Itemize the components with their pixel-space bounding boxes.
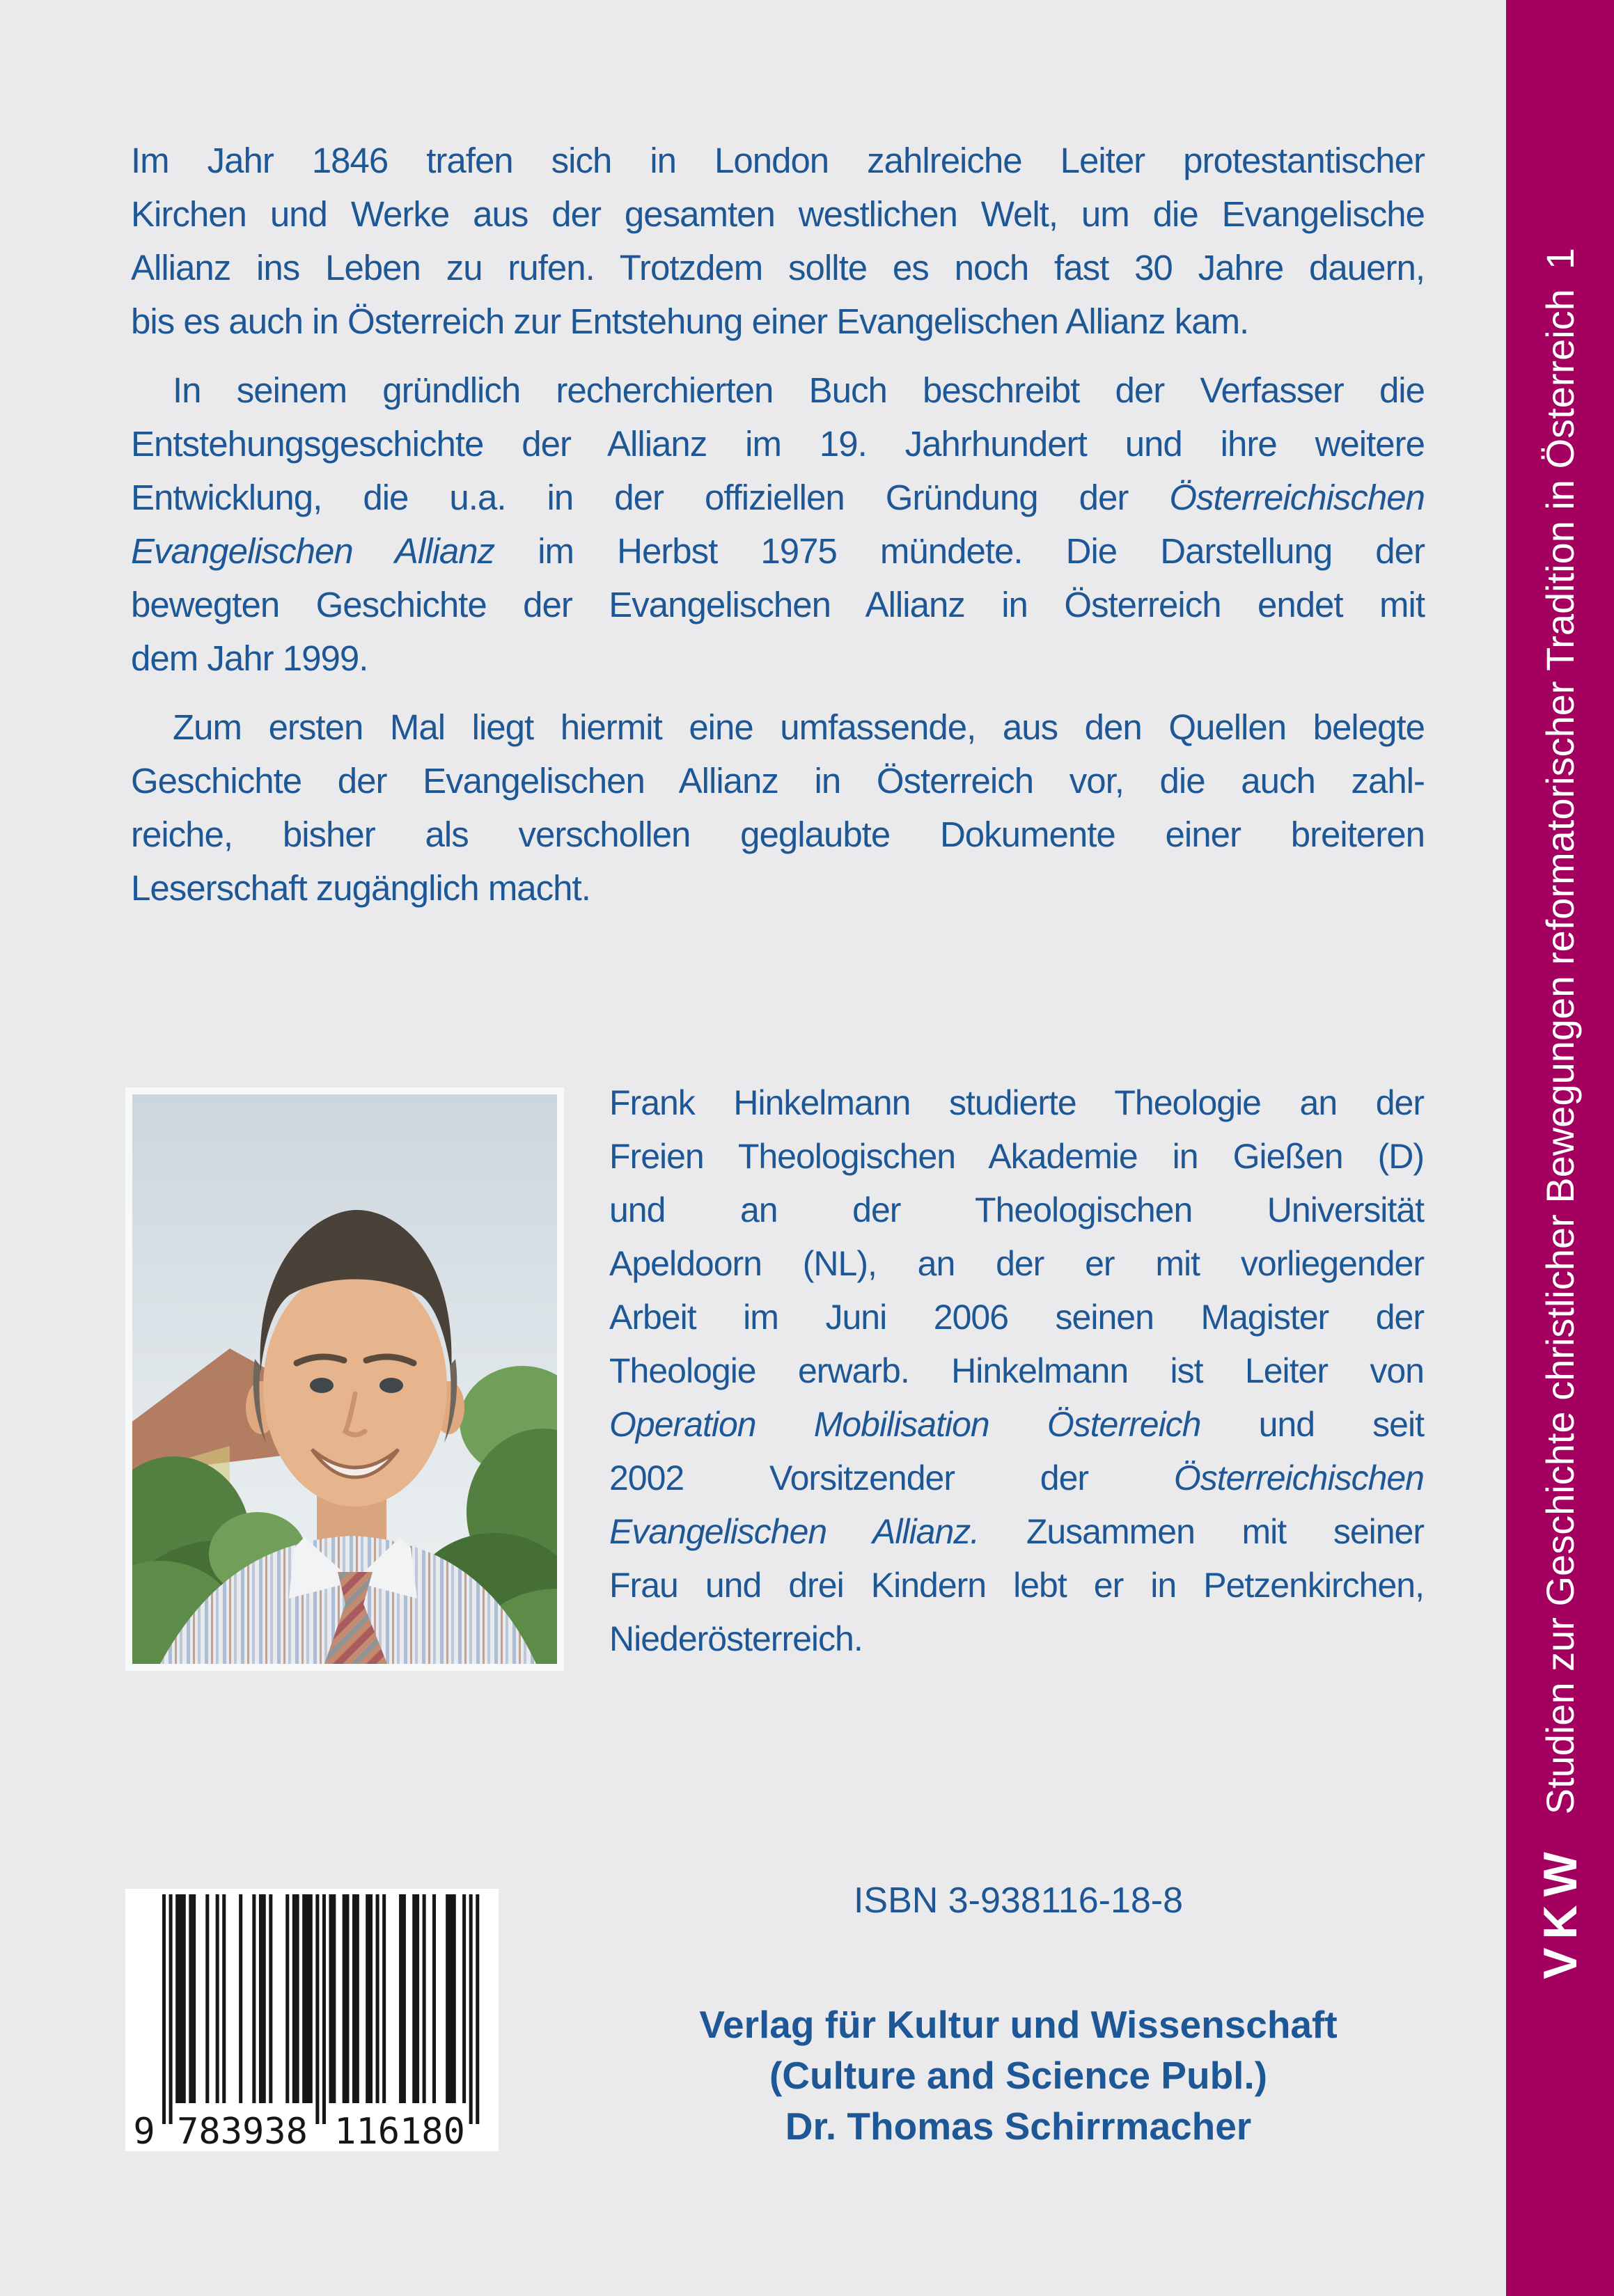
svg-text:116180: 116180 <box>334 2111 465 2151</box>
author-bio <box>609 1076 1424 1666</box>
author-photo-graphic <box>132 1094 557 1664</box>
paragraph <box>609 1076 1424 1666</box>
text-line: Entwicklung, die u.a. in der offiziellen Gründung der Österreichischen <box>131 478 1425 517</box>
spine-band-label <box>1506 0 1614 2296</box>
text-line: 2002 Vorsitzender der Österreichischen <box>609 1458 1424 1497</box>
back-cover-blurb <box>131 134 1425 915</box>
text-line: Entstehungsgeschichte der Allianz im 19. Jahrhundert und ihre weitere <box>131 424 1425 464</box>
text-line: Operation Mobilisation Österreich und seit <box>609 1405 1424 1444</box>
text-line: Arbeit im Juni 2006 seinen Magister der <box>609 1298 1424 1337</box>
person-eye-right <box>379 1378 403 1393</box>
person-eye-left <box>310 1378 334 1393</box>
publisher-name-english: (Culture and Science Publ.) <box>769 2054 1268 2097</box>
isbn-text: ISBN 3-938116-18-8 <box>853 1880 1184 1921</box>
text-line: Frau und drei Kindern lebt er in Petzenkirchen, <box>609 1566 1424 1605</box>
text-line: In seinem gründlich recherchierten Buch beschreibt der Verfasser die <box>173 370 1425 410</box>
text-line: Allianz ins Leben zu rufen. Trotzdem sollte es noch fast 30 Jahre dauern, <box>131 248 1425 288</box>
text-line: Evangelischen Allianz. Zusammen mit seiner <box>609 1512 1424 1551</box>
text-line: Im Jahr 1846 trafen sich in London zahlreiche Leiter protestantischer <box>131 141 1425 180</box>
publisher-person: Dr. Thomas Schirrmacher <box>785 2105 1252 2148</box>
svg-text:9: 9 <box>133 2111 155 2151</box>
svg-text:783938: 783938 <box>177 2111 308 2151</box>
text-line: Evangelischen Allianz im Herbst 1975 mündete. Die Darstellung der <box>131 531 1425 571</box>
text-line: bis es auch in Österreich zur Entstehung einer Evangelischen Allianz kam. <box>131 301 1249 341</box>
vkw-logo: VKW <box>1533 1843 1587 1979</box>
text-line: Zum ersten Mal liegt hiermit eine umfassende, aus den Quellen belegte <box>173 707 1425 747</box>
text-line: Leserschaft zugänglich macht. <box>131 868 590 908</box>
paragraph <box>131 363 1425 685</box>
paragraph <box>131 134 1425 348</box>
text-line: dem Jahr 1999. <box>131 638 368 678</box>
text-line: bewegten Geschichte der Evangelischen Allianz in Österreich endet mit <box>131 585 1425 624</box>
text-line: reiche, bisher als verschollen geglaubte Dokumente einer breiteren <box>131 815 1425 854</box>
text-line: Niederösterreich. <box>609 1619 863 1658</box>
publisher-name: Verlag für Kultur und Wissenschaft <box>699 2003 1338 2046</box>
text-line: und an der Theologischen Universität <box>609 1190 1424 1229</box>
barcode <box>125 1889 499 2151</box>
text-line: Theologie erwarb. Hinkelmann ist Leiter von <box>609 1351 1424 1390</box>
series-title: Studien zur Geschichte christlicher Bewegungen reformatorischer Tradition in Österreich <box>1538 289 1582 1815</box>
author-photo <box>125 1087 564 1671</box>
series-number: 1 <box>1538 247 1582 270</box>
text-line: Apeldoorn (NL), an der er mit vorliegender <box>609 1244 1424 1283</box>
text-line: Kirchen und Werke aus der gesamten westlichen Welt, um die Evangelische <box>131 194 1425 234</box>
publisher-block <box>613 1999 1424 2152</box>
paragraph <box>131 700 1425 915</box>
text-line: Geschichte der Evangelischen Allianz in Österreich vor, die auch zahl- <box>131 761 1425 801</box>
text-line: Frank Hinkelmann studierte Theologie an der <box>609 1083 1424 1122</box>
text-line: Freien Theologischen Akademie in Gießen (D) <box>609 1137 1424 1176</box>
